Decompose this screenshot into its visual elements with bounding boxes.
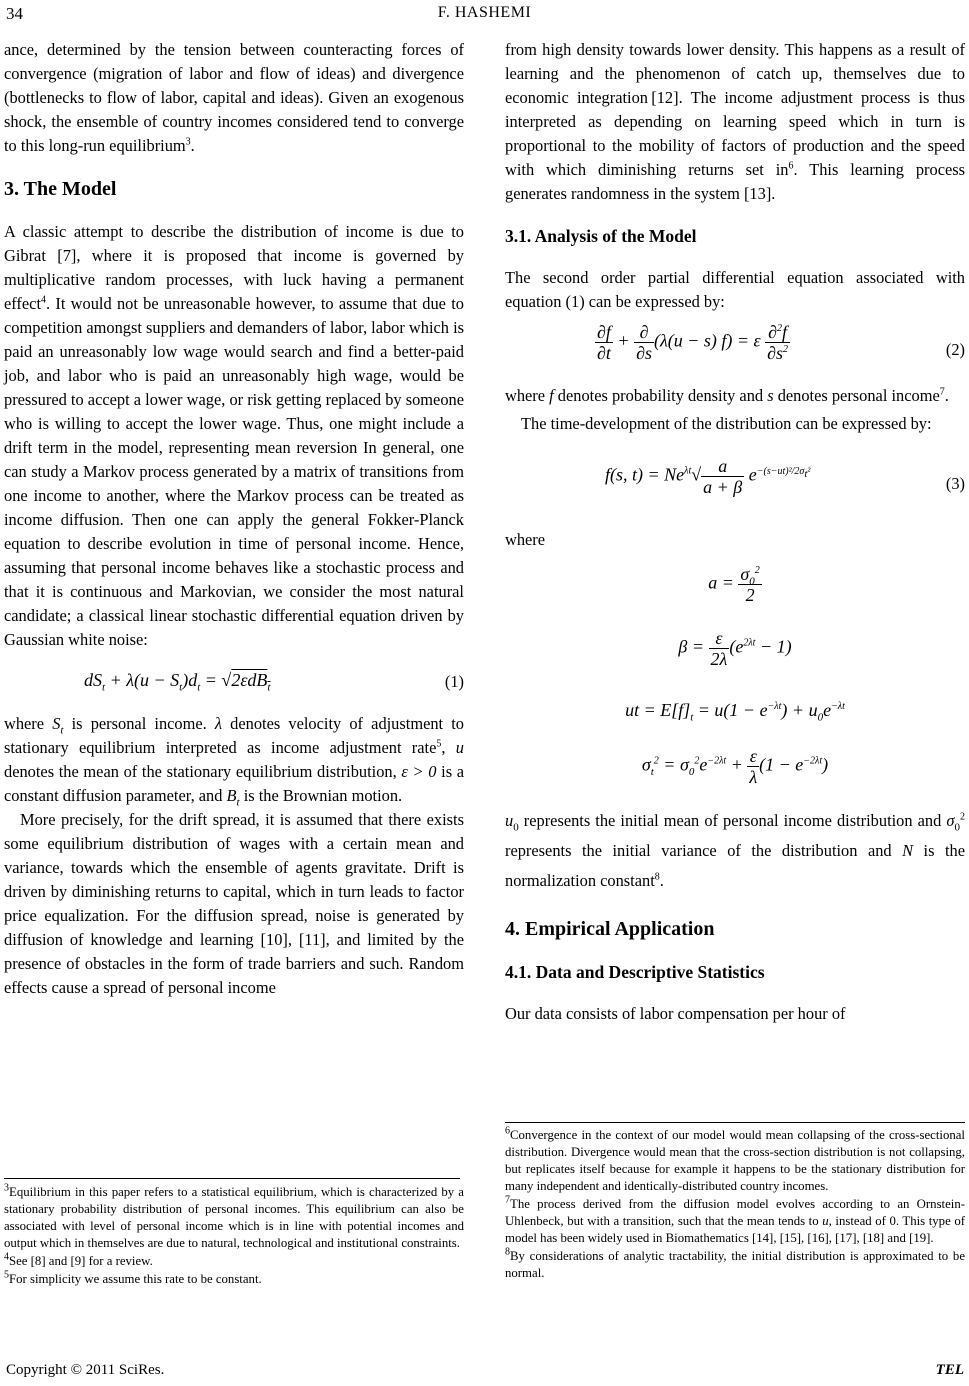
copyright-notice: Copyright © 2011 SciRes. xyxy=(6,1362,165,1378)
journal-abbreviation: TEL xyxy=(935,1362,964,1378)
subsection-heading-data: 4.1. Data and Descriptive Statistics xyxy=(505,962,765,982)
equation-3-number: (3) xyxy=(945,474,965,493)
paragraph-where: where $S_t$ is personal income. λ denotes velocity of adjustment to stationary equilibrium interpreted as income adjustment rate$^5$, u denotes the mean of the stationary equilibrium distribution, ε > 0 is a constant diffusion parameter, and $B_t$ is the Brownian motion. xyxy=(4,714,465,809)
page-number: 34 xyxy=(6,4,23,23)
equation-1-number: (1) xyxy=(444,672,464,691)
subsection-heading-analysis: 3.1. Analysis of the Model xyxy=(505,226,697,246)
paragraph-drift: More precisely, for the drift spread, it is assumed that there exists some equilibrium distribution of wages with a certain mean and variance, towards which the ensemble of agents gravitate. Drift is driven by diminishing returns to capital, which in turn leads to factor price equalization. For the diffusion spread, noise is generated by diffusion of knowledge and learning [10], [11], and limited by the presence of obstacles in the form of trade barriers and such. Random effects cause a spread of personal income xyxy=(4,810,464,997)
equation-3: f(s, $t) = Ne^{\lambda t}√$ $\frac{a}{a + \beta}$ $e^{-(s-ut)^2/2\sigma_t^2}$ (3) xyxy=(605,456,965,497)
footnotes-left xyxy=(4,1184,464,1289)
paragraph-model: A classic attempt to describe the distribution of income is due to Gibrat [7], where it is proposed that income is governed by multiplicative random processes, with luck having a permanent effect$^4$. It would not be unreasonable however, to assume that due to competition amongst suppliers and demanders of labor, labor which is paid an unreasonably low wage would search and find a better-paid job, and labor who is paid an unreasonably high wage, would be pressured to accept a lower wage, or risk getting replaced by someone who is willing to accept the lower wage. Thus, one might include a drift term in the model, representing mean reversion In general, one can study a Markov process generated by a matrix of transitions from one income to another, where the Markov process can be treated as income diffusion. Then one can apply the general Fokker-Planck equation to describe evolution in time of personal income. Hence, assuming that personal income behaves like a stochastic process and that it is continuous and Markovian, we consider the most natural candidate; a classical linear stochastic differential equation driven by Gaussian white noise: xyxy=(4,222,465,649)
paragraph-f-density: where f denotes probability density and s denotes personal income$^7$. xyxy=(505,386,949,405)
footnote-5: $^5$For simplicity we assume this rate to be constant. xyxy=(4,1269,262,1286)
paragraph-continued: from high density towards lower density. This happens as a result of learning and the phenomenon of catch up, themselves due to economic integration [12]. The income adjustment process is thus interpreted as depending on learning speed which in turn is proportional to the mobility of factors of production and the speed with which diminishing returns set $in^6$. This learning process generates randomness in the system [13]. xyxy=(505,40,965,203)
equation-2-number: (2) xyxy=(945,340,965,359)
equation-sigma: $\sigma_t^2 = \sigma_0^2e^{-2\lambda t}$ + $\frac{\varepsilon}{\lambda}$ $(1 - e^{-2\lambda t})$ xyxy=(641,746,829,787)
page-header xyxy=(0,0,969,30)
equation-beta: β = $\frac{\varepsilon}{2\lambda}$ $(e^{2\lambda t} - 1)$ xyxy=(678,628,792,669)
section-heading-empirical: 4. Empirical Application xyxy=(505,918,715,940)
footnote-rule-right xyxy=(505,1122,965,1123)
paragraph-intro: ance, determined by the tension between counteracting forces of convergence (migration of labor and flow of ideas) and divergence (bottlenecks to flow of labor, capital and ideas). Given an exogenous shock, the ensemble of country incomes considered tend to converge to this long-run equilibrium$^3$. xyxy=(4,40,464,155)
left-column xyxy=(4,38,464,1000)
equation-2: $\frac{\partial f}{\partial t}$ + $\frac{\partial}{\partial s}$ (λ(u − s) f) = ε $\frac{\partial^2f}{\partial s^2}$ (2) xyxy=(597,322,965,363)
running-head: F. HASHEMI xyxy=(437,4,532,21)
paragraph-time-development: The time-development of the distribution can be expressed by: xyxy=(521,414,932,433)
equation-a: a = $\frac{\sigma_0^2}{2}$ xyxy=(708,564,760,605)
paragraph-data: Our data consists of labor compensation per hour of xyxy=(505,1004,846,1023)
footnote-7: $^7$The process derived from the diffusion model evolves according to an Ornstein-Uhlenbeck, but with a transition, such that the mean tends to u, instead of 0. This type of model has been widely used in Biomathematics [14], [15], [16], [17], [18] and [19]. xyxy=(505,1194,965,1245)
footnote-3: $^3$Equilibrium in this paper refers to a statistical equilibrium, which is characterized by a stationary probability distribution of personal incomes. This equilibrium can also be associated with level of personal income which is in line with potential incomes and output which in themselves are due to natural, technological and institutional constraints. xyxy=(4,1182,464,1250)
paragraph-pde: The second order partial differential equation associated with equation (1) can be expressed by: xyxy=(505,268,965,311)
equation-ut: ut = $E[f]_t = u(1 - e^{-\lambda t}) + u_0e^{-\lambda t}$ xyxy=(625,700,845,724)
footnote-rule-left xyxy=(4,1178,460,1179)
footnote-8: $^8$By considerations of analytic tractability, the initial distribution is approximated to be normal. xyxy=(505,1246,965,1280)
equation-1: $dS_t + \lambda(u - S_t)d_t = √2\varepsilon dB_t$ (1) xyxy=(84,670,464,694)
footnote-6: $^6$Convergence in the context of our model would mean collapsing of the cross-sectional distribution. Divergence would mean that the cross-section distribution is not collapsing, but replicates itself because for example it happens to be the stationary distribution for many independent and identically-distributed country incomes. xyxy=(505,1125,965,1193)
paragraph-u0: $u_0$ represents the initial mean of personal income distribution and $\sigma_0^2$ represents the initial variance of the distribution and N is the normalization constant$^8$. xyxy=(505,811,965,890)
paragraph-where-label: where xyxy=(505,530,546,549)
section-heading-model: 3. The Model xyxy=(4,178,117,200)
footnotes-right xyxy=(505,1127,965,1283)
footnote-4: $^4$See [8] and [9] for a review. xyxy=(4,1251,153,1268)
right-column xyxy=(505,38,965,1026)
